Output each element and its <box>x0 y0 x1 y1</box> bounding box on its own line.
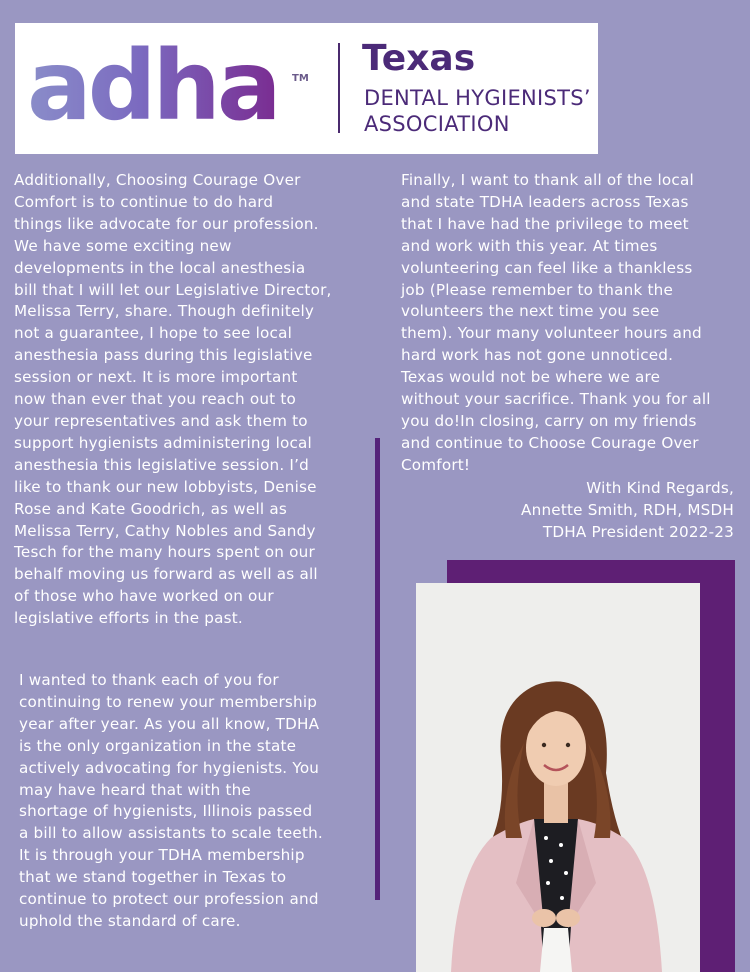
logo-org-line-1: DENTAL HYGIENISTS’ <box>364 86 591 110</box>
logo-divider <box>338 43 340 133</box>
signoff-block: With Kind Regards, Annette Smith, RDH, MSDH TDHA President 2022-23 <box>521 479 734 541</box>
logo-state-name: Texas <box>362 38 476 79</box>
adha-texas-logo <box>15 23 598 154</box>
left-paragraph-1: Additionally, Choosing Courage Over Comfort is to continue to do hard things like advocate for our profession. We have some exciting new developments in the local anesthesia bill that I will let our Legislative Director, Melissa Terry, share. Though definitely not a guarantee, I hope to see local anesthesia pass during this legislative session or next. It is more important now than ever that you reach out to your representatives and ask them to support hygienists administering local anesthesia this legislative session. I’d like to thank our new lobbyists, Denise Rose and Kate Goodrich, as well as Melissa Terry, Cathy Nobles and Sandy Tesch for the many hours spent on our behalf moving us forward as well as all of those who have worked on our legislative efforts in the past. <box>14 171 332 628</box>
adha-wordmark: adha <box>27 30 278 142</box>
president-portrait-photo <box>416 583 700 972</box>
portrait-illustration <box>416 583 700 972</box>
trademark-symbol: TM <box>292 73 309 84</box>
left-paragraph-2: I wanted to thank each of you for continuing to renew your membership year after year. As you all know, TDHA is the only organization in the state actively advocating for hygienists. You may have heard that with the shortage of hygienists, Illinois passed a bill to allow assistants to scale teeth. It is through your TDHA membership that we stand together in Texas to continue to protect our profession and uphold the standard of care. <box>19 671 323 930</box>
logo-org-line-2: ASSOCIATION <box>364 112 510 136</box>
right-paragraph: Finally, I want to thank all of the local and state TDHA leaders across Texas that I have had the privilege to meet and work with this year. At times volunteering can feel like a thankless job (Please remember to thank the volunteers the next time you see them). Your many volunteer hours and hard work has not gone unnoticed. Texas would not be where we are without your sacrifice. Thank you for all you do!In closing, carry on my friends and continue to Choose Courage Over Comfort! <box>401 171 711 474</box>
column-divider <box>375 438 380 900</box>
